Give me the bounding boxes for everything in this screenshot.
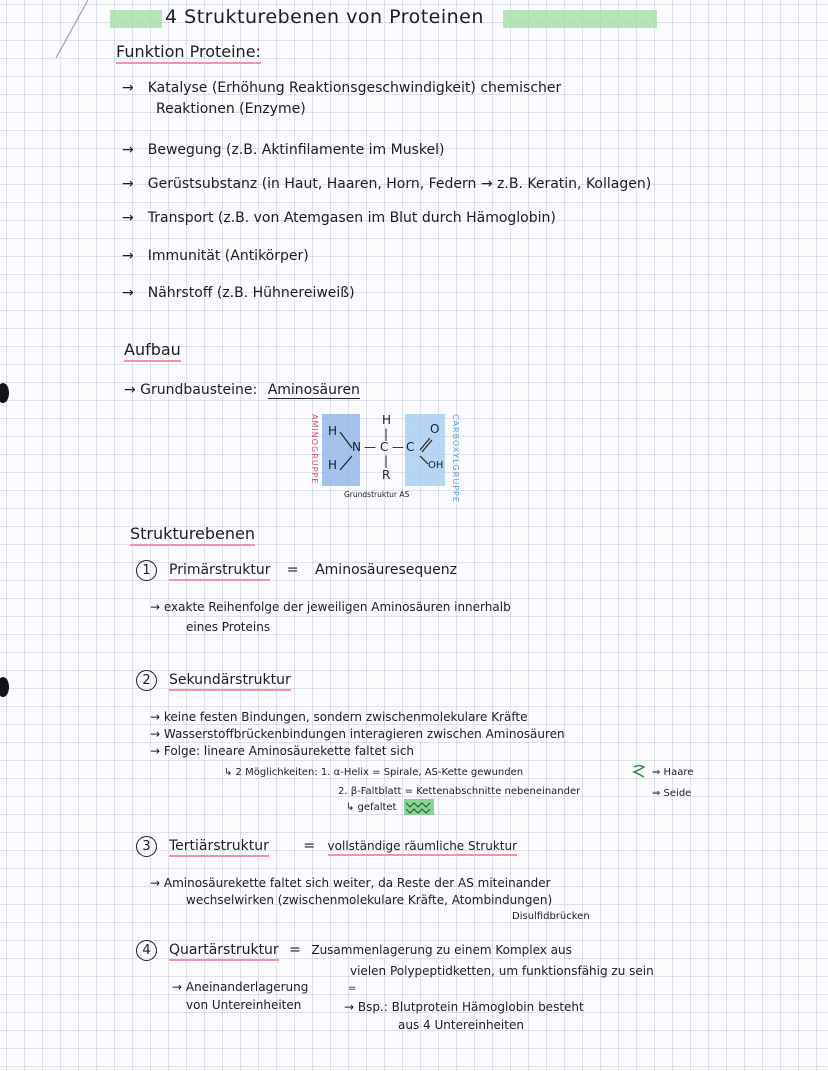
title-highlight-right bbox=[503, 10, 657, 28]
quartaer-name: Quartärstruktur bbox=[169, 942, 279, 961]
atom-h-top: H bbox=[382, 413, 392, 427]
sekundaer-m2-result: ⇒ Seide bbox=[652, 788, 692, 799]
atom-r: R bbox=[382, 468, 391, 482]
funktion-item-2-text: Bewegung (z.B. Aktinfilamente im Muskel) bbox=[147, 142, 445, 158]
funktion-item-1-cont: Reaktionen (Enzyme) bbox=[156, 101, 306, 117]
carboxylgruppe-label: CARBOXYLGRUPPE bbox=[451, 414, 460, 503]
sekundaer-m3: ↳ gefaltet bbox=[346, 802, 397, 813]
funktion-item-1-line1: Katalyse (Erhöhung Reaktionsgeschwindigkeit) chemischer bbox=[147, 80, 562, 96]
number-4-icon: 4 bbox=[136, 940, 157, 961]
page-title: 4 Strukturebenen von Proteinen bbox=[165, 6, 484, 28]
primaer-line bbox=[136, 560, 457, 581]
atom-o: O bbox=[430, 422, 440, 436]
sekundaer-line bbox=[136, 670, 291, 691]
aminosaeuren-label: Aminosäuren bbox=[267, 382, 360, 398]
atom-h-left-top: H bbox=[328, 424, 338, 438]
funktion-item-4 bbox=[122, 210, 556, 226]
aufbau-heading bbox=[124, 340, 181, 359]
tertiaer-eq: = bbox=[303, 838, 316, 854]
sekundaer-m1-result: ⇒ Haare bbox=[652, 767, 694, 778]
faltblatt-icon bbox=[404, 799, 434, 815]
quartaer-line bbox=[136, 940, 572, 961]
strukturebenen-heading bbox=[130, 524, 255, 543]
sekundaer-b3: → Folge: lineare Aminosäurekette faltet sich bbox=[150, 744, 415, 758]
helix-icon bbox=[632, 764, 646, 780]
quartaer-eq-2: = bbox=[348, 983, 357, 994]
tertiaer-line bbox=[136, 836, 517, 857]
quartaer-def-1: Zusammenlagerung zu einem Komplex aus bbox=[311, 943, 572, 957]
arrow-icon: → bbox=[122, 210, 134, 226]
primaer-eq: = bbox=[286, 562, 299, 578]
bond-h-2: — bbox=[392, 440, 404, 454]
atom-h-left-bottom: H bbox=[328, 458, 338, 472]
atom-c2: C bbox=[406, 440, 415, 454]
funktion-heading bbox=[116, 42, 261, 61]
quartaer-bsp-2: aus 4 Untereinheiten bbox=[398, 1018, 524, 1032]
quartaer-eq: = bbox=[289, 942, 301, 958]
molecule-caption: Grundstruktur AS bbox=[344, 490, 410, 499]
strukturebenen-heading-text: Strukturebenen bbox=[130, 524, 255, 546]
funktion-item-6 bbox=[122, 285, 355, 301]
sekundaer-m1: ↳ 2 Möglichkeiten: 1. α-Helix = Spirale, AS-Kette gewunden bbox=[224, 767, 524, 778]
funktion-item-4-text: Transport (z.B. von Atemgasen im Blut durch Hämoglobin) bbox=[147, 210, 556, 226]
punch-hole-bottom bbox=[0, 677, 9, 697]
funktion-item-3-text: Gerüstsubstanz (in Haut, Haaren, Horn, Federn → z.B. Keratin, Kollagen) bbox=[147, 176, 652, 192]
primaer-def: Aminosäuresequenz bbox=[315, 562, 457, 578]
punch-hole-top bbox=[0, 383, 9, 403]
arrow-icon: → bbox=[122, 285, 134, 301]
corner-line bbox=[52, 0, 92, 60]
tertiaer-desc-3: Disulfidbrücken bbox=[512, 911, 590, 922]
bond-h-1: — bbox=[364, 440, 376, 454]
funktion-heading-text: Funktion Proteine: bbox=[116, 42, 261, 64]
title-highlight-left bbox=[110, 10, 162, 28]
sekundaer-b1: → keine festen Bindungen, sondern zwischenmolekulare Kräfte bbox=[150, 710, 528, 724]
bond-v-bottom: | bbox=[384, 454, 389, 468]
quartaer-left-1: → Aneinanderlagerung bbox=[172, 980, 309, 994]
number-2-icon: 2 bbox=[136, 670, 157, 691]
tertiaer-name: Tertiärstruktur bbox=[169, 838, 269, 857]
atom-n: N bbox=[352, 440, 361, 454]
grundbausteine-line bbox=[124, 382, 360, 398]
tertiaer-desc-2: wechselwirken (zwischenmolekulare Kräfte, Atombindungen) bbox=[186, 893, 553, 907]
aufbau-heading-text: Aufbau bbox=[124, 340, 181, 362]
grundbausteine-label: → Grundbausteine: bbox=[124, 382, 258, 398]
funktion-item-5-text: Immunität (Antikörper) bbox=[147, 248, 309, 264]
aminogruppe-label: AMINOGRUPPE bbox=[310, 414, 319, 485]
primaer-desc-2: eines Proteins bbox=[186, 620, 271, 634]
funktion-item-1 bbox=[122, 80, 561, 96]
funktion-item-2 bbox=[122, 142, 444, 158]
arrow-icon: → bbox=[122, 80, 134, 96]
sekundaer-name: Sekundärstruktur bbox=[169, 672, 291, 691]
arrow-icon: → bbox=[122, 176, 134, 192]
sekundaer-m2: 2. β-Faltblatt = Kettenabschnitte nebeneinander bbox=[338, 786, 581, 797]
quartaer-def-2: vielen Polypeptidketten, um funktionsfähig zu sein bbox=[350, 964, 654, 978]
quartaer-left-2: von Untereinheiten bbox=[186, 998, 302, 1012]
funktion-item-6-text: Nährstoff (z.B. Hühnereiweiß) bbox=[147, 285, 355, 301]
sekundaer-b2: → Wasserstoffbrückenbindungen interagieren zwischen Aminosäuren bbox=[150, 727, 565, 741]
number-1-icon: 1 bbox=[136, 560, 157, 581]
arrow-icon: → bbox=[122, 142, 134, 158]
atom-oh: OH bbox=[428, 460, 444, 471]
quartaer-bsp-1: → Bsp.: Blutprotein Hämoglobin besteht bbox=[344, 1000, 584, 1014]
atom-c1: C bbox=[380, 440, 389, 454]
funktion-item-5 bbox=[122, 248, 309, 264]
arrow-icon: → bbox=[122, 248, 134, 264]
bond-v-top: | bbox=[384, 427, 389, 441]
primaer-name: Primärstruktur bbox=[169, 562, 270, 581]
tertiaer-def: vollständige räumliche Struktur bbox=[328, 839, 518, 856]
tertiaer-desc-1: → Aminosäurekette faltet sich weiter, da Reste der AS miteinander bbox=[150, 876, 551, 890]
primaer-desc-1: → exakte Reihenfolge der jeweiligen Aminosäuren innerhalb bbox=[150, 600, 511, 614]
number-3-icon: 3 bbox=[136, 836, 157, 857]
funktion-item-3 bbox=[122, 176, 651, 192]
